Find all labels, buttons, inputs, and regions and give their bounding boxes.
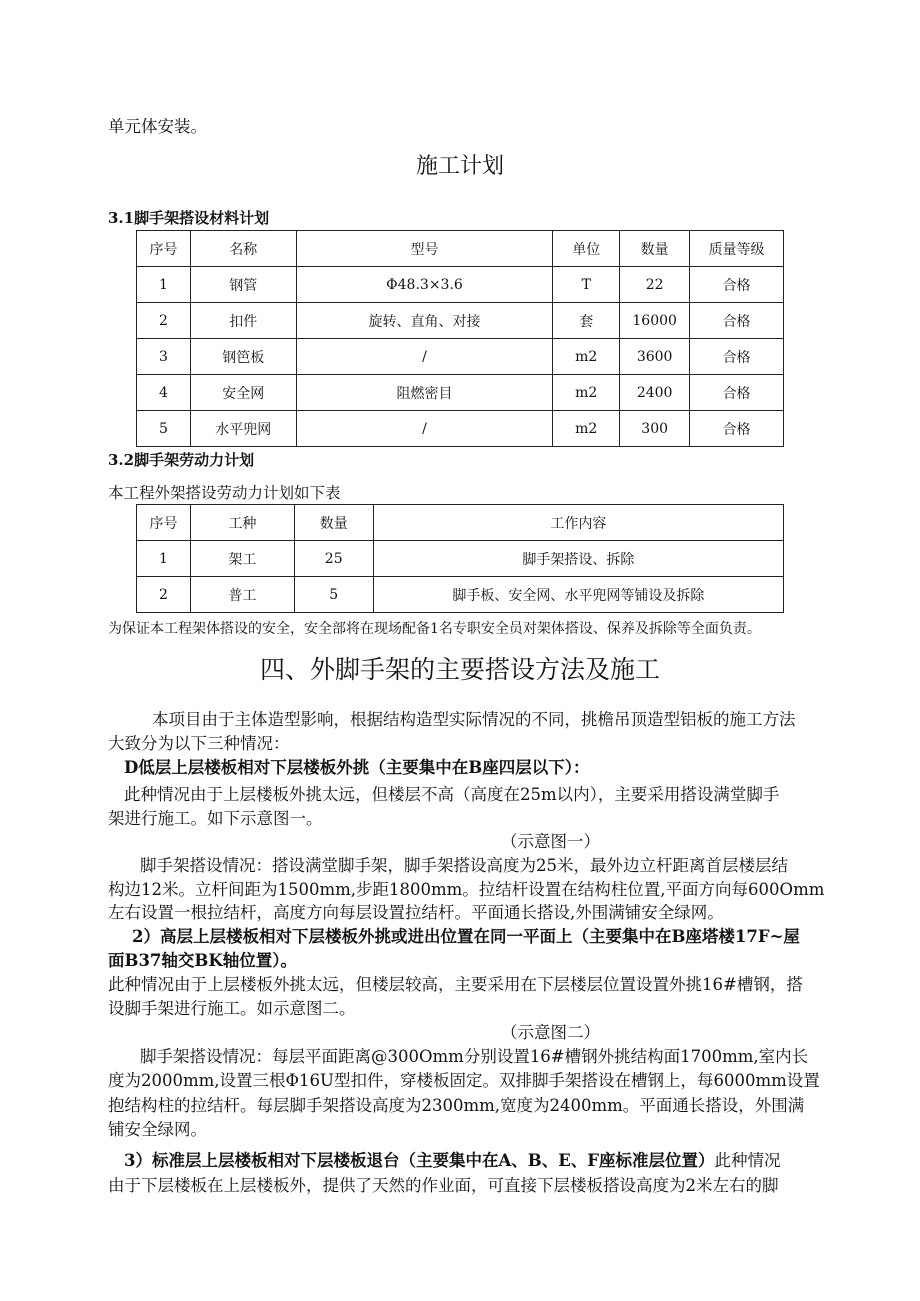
table-row — [137, 375, 784, 411]
table-cell: 5 — [294, 577, 373, 613]
figure1-caption: （示意图一） — [501, 832, 600, 851]
table-header-row — [137, 231, 784, 267]
material-table — [136, 230, 784, 447]
header-cell: 型号 — [296, 231, 553, 267]
header-cell: 序号 — [137, 505, 191, 541]
case2-detail: 度为2000mm,设置三根Φ16U型扣件，穿楼板固定。双排脚手架搭设在槽钢上，每6000mm设置 — [108, 1071, 820, 1090]
header-cell: 质量等级 — [690, 231, 784, 267]
table-cell: m2 — [553, 411, 620, 447]
table-row — [137, 411, 784, 447]
table-cell: 钢笆板 — [190, 339, 296, 375]
table-cell: 脚手板、安全网、水平兜网等铺设及拆除 — [373, 577, 783, 613]
intro-tail: 单元体安装。 — [108, 117, 207, 136]
table-cell: T — [553, 267, 620, 303]
header-cell: 名称 — [190, 231, 296, 267]
table-cell: 架工 — [190, 541, 294, 577]
table-header-row — [137, 505, 784, 541]
table-cell: 钢管 — [190, 267, 296, 303]
header-cell: 数量 — [620, 231, 690, 267]
case1-detail: 脚手架搭设情况：搭设满堂脚手架，脚手架搭设高度为25米，最外边立杆距离首层楼层结 — [140, 856, 788, 875]
table-cell: 阻燃密目 — [296, 375, 553, 411]
table-cell: 普工 — [190, 577, 294, 613]
case1-detail: 左右设置一根拉结杆，高度方向每层设置拉结杆。平面通长搭设,外围满铺安全绿网。 — [108, 903, 724, 922]
case1-text: 架进行施工。如下示意图一。 — [108, 809, 323, 828]
table-cell: 1 — [137, 267, 191, 303]
labor-plan-intro: 本工程外架搭设劳动力计划如下表 — [108, 484, 341, 502]
p1-line: 大致分为以下三种情况： — [108, 734, 290, 753]
table-cell: 3600 — [620, 339, 690, 375]
case1-heading: D低层上层楼板相对下层楼板外挑（主要集中在B座四层以下）： — [124, 758, 590, 777]
table-cell: 水平兜网 — [190, 411, 296, 447]
table-cell: 300 — [620, 411, 690, 447]
table-cell: 合格 — [690, 411, 784, 447]
table-cell: 合格 — [690, 339, 784, 375]
table-row — [137, 577, 784, 613]
material-plan-heading: 3.1脚手架搭设材料计划 — [108, 209, 270, 227]
table-cell: 22 — [620, 267, 690, 303]
case2-detail: 脚手架搭设情况：每层平面距离@300Omm分别设置16#槽钢外挑结构面1700mm,室内长 — [140, 1047, 809, 1066]
header-cell: 单位 — [553, 231, 620, 267]
table-cell: Φ48.3×3.6 — [296, 267, 553, 303]
case3-text: 此种情况 — [714, 1151, 781, 1170]
table-cell: 扣件 — [190, 303, 296, 339]
figure2-caption: （示意图二） — [501, 1023, 600, 1042]
table-cell: m2 — [553, 375, 620, 411]
table-cell: 合格 — [690, 375, 784, 411]
table-cell: 16000 — [620, 303, 690, 339]
table-row — [137, 267, 784, 303]
table-cell: 2 — [137, 303, 191, 339]
table-cell: 4 — [137, 375, 191, 411]
table-cell: / — [296, 339, 553, 375]
case1-text: 此种情况由于上层楼板外挑太远，但楼层不高（高度在25m以内），主要采用搭设满堂脚手 — [124, 785, 780, 804]
table-cell: / — [296, 411, 553, 447]
labor-plan-heading: 3.2脚手架劳动力计划 — [108, 451, 255, 469]
case2-detail: 铺安全绿网。 — [108, 1120, 207, 1139]
table-cell: 安全网 — [190, 375, 296, 411]
labor-table — [136, 504, 784, 613]
table-cell: 2 — [137, 577, 191, 613]
chapter-title: 四、外脚手架的主要搭设方法及施工 — [259, 655, 660, 684]
header-cell: 工作内容 — [373, 505, 783, 541]
table-cell: 3 — [137, 339, 191, 375]
section-title: 施工计划 — [415, 154, 504, 179]
table-row — [137, 541, 784, 577]
table-row — [137, 339, 784, 375]
table-cell: 脚手架搭设、拆除 — [373, 541, 783, 577]
table-cell: 合格 — [690, 267, 784, 303]
case2-text: 设脚手架进行施工。如示意图二。 — [108, 999, 356, 1018]
table-cell: 1 — [137, 541, 191, 577]
case3-heading: 3）标准层上层楼板相对下层楼板退台（主要集中在A、B、E、F座标准层位置） — [124, 1151, 715, 1170]
case3-text: 由于下层楼板在上层楼板外，提供了天然的作业面，可直接下层楼板搭设高度为2米左右的脚 — [108, 1176, 779, 1195]
table-cell: 25 — [294, 541, 373, 577]
table-cell: 2400 — [620, 375, 690, 411]
header-cell: 工种 — [190, 505, 294, 541]
case2-heading: 面B37轴交BK轴位置）。 — [108, 951, 297, 970]
table-row — [137, 303, 784, 339]
table-cell: m2 — [553, 339, 620, 375]
case2-detail: 抱结构柱的拉结杆。每层脚手架搭设高度为2300mm,宽度为2400mm。平面通长搭设，外围满 — [108, 1096, 805, 1115]
case2-text: 此种情况由于上层楼板外挑太远，但楼层较高，主要采用在下层楼层位置设置外挑16#槽钢，搭 — [108, 975, 803, 994]
p1-line: 本项目由于主体造型影响，根据结构造型实际情况的不同，挑檐吊顶造型铝板的施工方法 — [152, 710, 796, 729]
table-cell: 套 — [553, 303, 620, 339]
labor-note: 为保证本工程架体搭设的安全，安全部将在现场配备1名专职安全员对架体搭设、保养及拆除等全面负责。 — [108, 621, 761, 637]
table-cell: 5 — [137, 411, 191, 447]
header-cell: 序号 — [137, 231, 191, 267]
case2-heading: 2）高层上层楼板相对下层楼板外挑或进出位置在同一平面上（主要集中在B座塔楼17F~屋 — [132, 927, 800, 946]
table-cell: 旋转、直角、对接 — [296, 303, 553, 339]
case3-line — [124, 1150, 781, 1172]
header-cell: 数量 — [294, 505, 373, 541]
table-cell: 合格 — [690, 303, 784, 339]
case1-detail: 构边12米。立杆间距为1500mm,步距1800mm。拉结杆设置在结构柱位置,平面方向每600Omm — [108, 880, 825, 899]
